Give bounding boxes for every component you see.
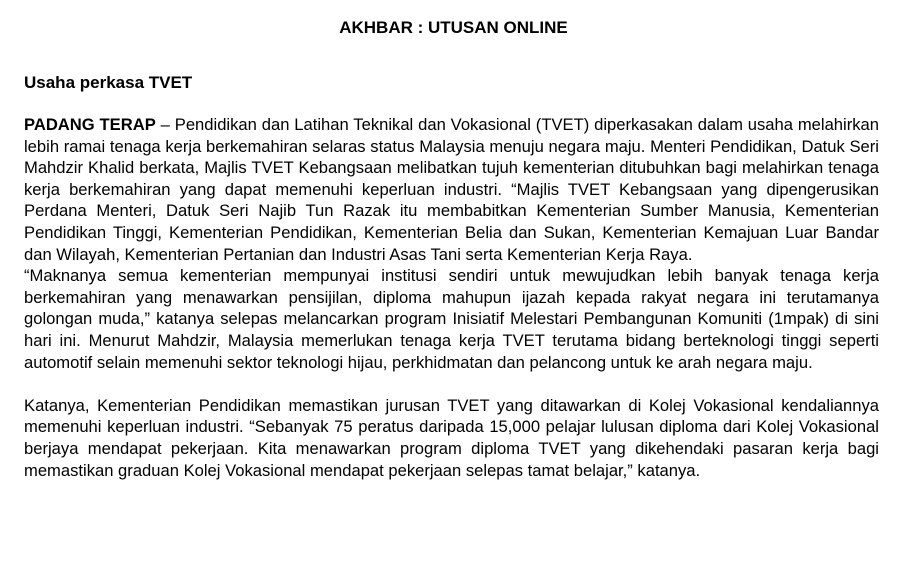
article-paragraph-3: Katanya, Kementerian Pendidikan memastikan jurusan TVET yang ditawarkan di Kolej Vokasional kendaliannya memenuhi keperluan industri. “Sebanyak 75 peratus daripada 15,000 pelajar lulusan diploma dari Kolej Vokasional berjaya mendapat pekerjaan. Kita menawarkan program diploma TVET yang dikehendaki pasaran kerja bagi memastikan graduan Kolej Vokasional mendapat pekerjaan selepas tamat belajar,” katanya. — [24, 395, 879, 480]
article-paragraph-1 — [24, 114, 879, 265]
newspaper-source-header: AKHBAR : UTUSAN ONLINE — [339, 18, 568, 37]
article-dateline: PADANG TERAP — [24, 115, 156, 134]
article-paragraph-1-text: – Pendidikan dan Latihan Teknikal dan Vokasional (TVET) diperkasakan dalam usaha melahirkan lebih ramai tenaga kerja berkemahiran selaras status Malaysia menuju negara maju. Menteri Pendidikan, Datuk Seri Mahdzir Khalid berkata, Majlis TVET Kebangsaan melibatkan tujuh kementerian ditubuhkan bagi melahirkan tenaga kerja berkemahiran yang dapat memenuhi keperluan industri. “Majlis TVET Kebangsaan yang dipengerusikan Perdana Menteri, Datuk Seri Najib Tun Razak itu membabitkan Kementerian Sumber Manusia, Kementerian Pendidikan Tinggi, Kementerian Pendidikan, Kementerian Belia dan Sukan, Kementerian Kemajuan Luar Bandar dan Wilayah, Kementerian Pertanian dan Industri Asas Tani serta Kementerian Kerja Raya. — [24, 115, 880, 264]
article-headline: Usaha perkasa TVET — [24, 73, 193, 92]
article-page — [24, 16, 879, 481]
article-paragraph-2: “Maknanya semua kementerian mempunyai institusi sendiri untuk mewujudkan lebih banyak tenaga kerja berkemahiran yang menawarkan pensijilan, diploma mahupun ijazah kepada rakyat negara ini terutamanya golongan muda,” katanya selepas melancarkan program Inisiatif Melestari Pembangunan Komuniti (1mpak) di sini hari ini. Menurut Mahdzir, Malaysia memerlukan tenaga kerja TVET terutama bidang berteknologi tinggi seperti automotif selain memenuhi sektor teknologi hijau, perkhidmatan dan pelancong untuk ke arah negara maju. — [24, 266, 879, 372]
